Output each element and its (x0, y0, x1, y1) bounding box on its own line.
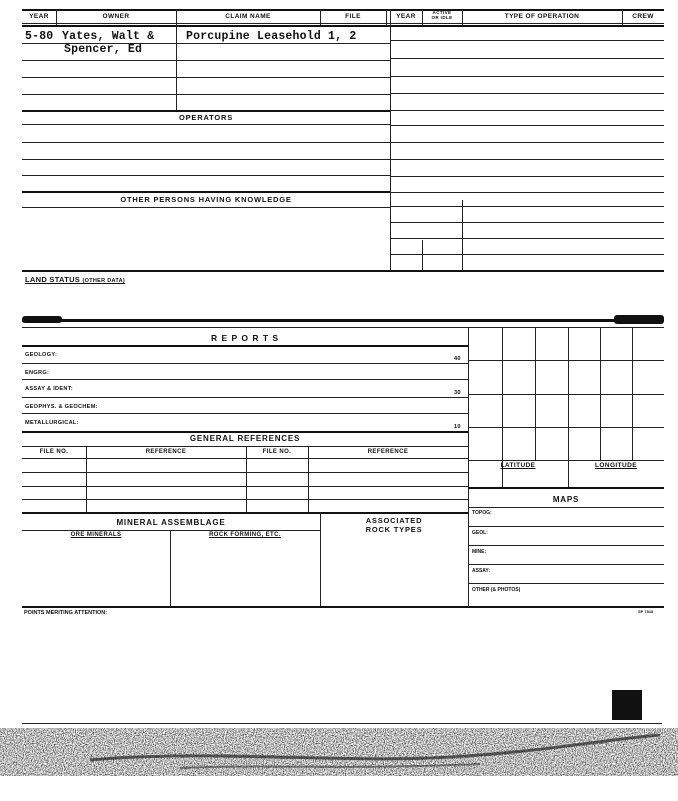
col-file: FILE (345, 13, 361, 20)
entry-claim-name: Porcupine Leasehold 1, 2 (186, 30, 357, 43)
scan-artifact (0, 680, 678, 790)
maps-topog: TOPOG: (472, 510, 492, 516)
col-active-label: ACTIVE (432, 10, 452, 15)
maps-mine: MINE: (472, 549, 487, 555)
rock-forming-heading: ROCK FORMING, ETC. (209, 532, 281, 538)
col-year: YEAR (29, 13, 49, 20)
smudge-graphic (0, 680, 678, 790)
col-idle-label: OR IDLE (431, 15, 453, 20)
report-metallurgical-label: METALLURGICAL: (25, 420, 79, 426)
other-persons-heading: OTHER PERSONS HAVING KNOWLEDGE (120, 195, 292, 204)
entry-year: 5-80 (25, 30, 54, 43)
general-references-title: GENERAL REFERENCES (189, 434, 301, 443)
maps-assay: ASSAY: (472, 568, 491, 574)
report-geology-label: GEOLOGY: (25, 352, 58, 358)
gr-col-file-no-2: FILE NO. (262, 449, 292, 455)
maps-title: MAPS (552, 495, 580, 504)
longitude-label: LONGITUDE (595, 462, 637, 469)
gr-col-reference-2: REFERENCE (367, 449, 409, 455)
gr-col-file-no-1: FILE NO. (39, 449, 69, 455)
col-crew: CREW (632, 13, 654, 20)
points-meriting-attention: POINTS MERITING ATTENTION: (24, 610, 108, 616)
ore-minerals-heading: ORE MINERALS (70, 532, 122, 538)
col-active-idle (422, 10, 462, 20)
report-assay-code: 30 (454, 390, 461, 396)
report-metallurgical-code: 10 (454, 424, 461, 430)
associated-rock-types (320, 516, 468, 534)
entry-owner-line-1: Yates, Walt & (62, 30, 155, 43)
col-owner: OWNER (102, 13, 130, 20)
gr-col-reference-1: REFERENCE (145, 449, 187, 455)
maps-other-photos: OTHER (& PHOTOS) (472, 587, 521, 593)
land-status-title: LAND STATUS (25, 275, 81, 284)
report-engrg-label: ENGRG: (25, 370, 50, 376)
operators-heading: OPERATORS (178, 113, 233, 122)
report-geophys-label: GEOPHYS. & GEOCHEM: (25, 404, 98, 410)
land-status-label (25, 275, 125, 284)
mineral-assemblage-title: MINERAL ASSEMBLAGE (116, 518, 226, 527)
col-year-2: YEAR (396, 13, 416, 20)
latitude-label: LATITUDE (500, 462, 536, 469)
associated-label: ASSOCIATED (365, 516, 423, 525)
reports-title: R E P O R T S (210, 333, 280, 343)
maps-geol: GEOL: (472, 530, 488, 536)
report-geology-code: 40 (454, 356, 461, 362)
land-status-note: (OTHER DATA) (82, 278, 125, 284)
col-type-of-operation: TYPE OF OPERATION (504, 13, 580, 20)
form-number: SP 7818 (638, 609, 654, 614)
entry-owner-line-2: Spencer, Ed (64, 43, 143, 56)
col-claim-name: CLAIM NAME (225, 13, 271, 20)
rock-types-label: ROCK TYPES (365, 525, 423, 534)
report-assay-label: ASSAY & IDENT: (25, 386, 74, 392)
